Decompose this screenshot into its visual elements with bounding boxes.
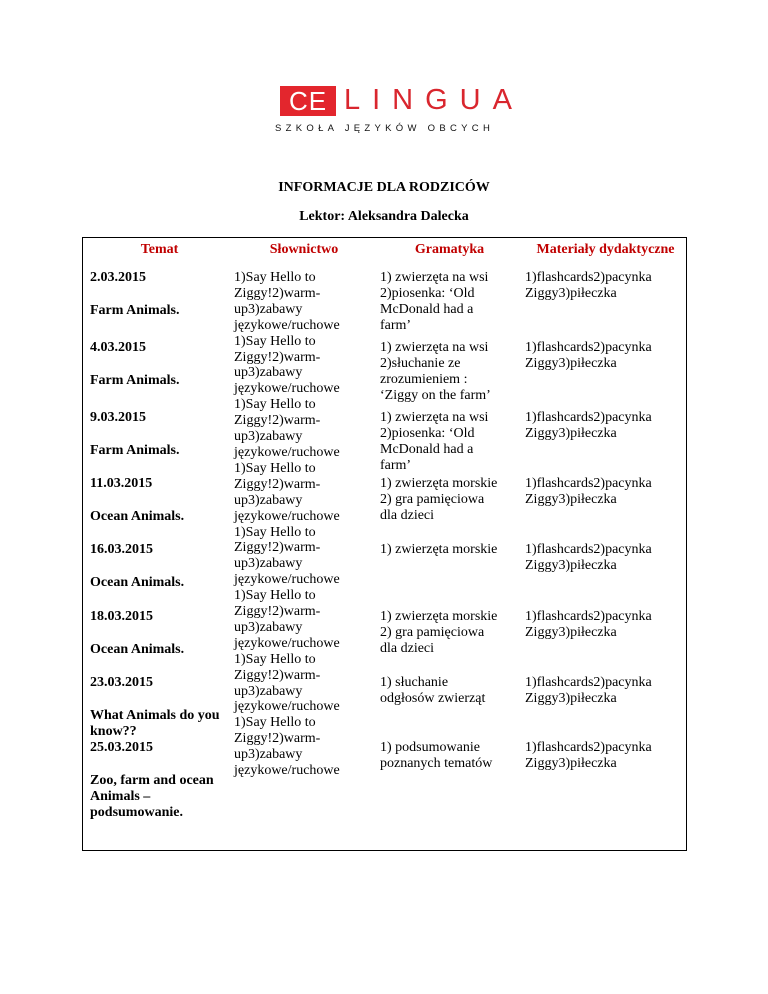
lesson-topic: What Animals do you know?? (90, 707, 220, 739)
logo-ce-box: CE (280, 86, 336, 116)
header-temat: Temat (140, 242, 179, 257)
lesson-date: 23.03.2015 (90, 675, 153, 690)
table-header-row (83, 238, 686, 270)
vocabulary-cell: 1)Say Hello to Ziggy!2)warm- up3)zabawy językowe/ruchowe (234, 270, 340, 333)
schedule-table (82, 237, 687, 851)
grammar-cell: 1) zwierzęta morskie 2) gra pamięciowa dla dzieci (380, 476, 498, 523)
temat-cell (90, 476, 222, 525)
temat-cell (90, 675, 222, 740)
page-title: INFORMACJE DLA RODZICÓW (278, 180, 490, 195)
temat-cell (90, 740, 222, 821)
lesson-date: 25.03.2015 (90, 740, 153, 755)
celingua-logo (272, 80, 524, 140)
lesson-date: 11.03.2015 (90, 476, 153, 491)
gramatyka-column (374, 270, 519, 850)
slownictwo-column (229, 270, 374, 850)
header-gramatyka: Gramatyka (414, 242, 485, 257)
lesson-date: 9.03.2015 (90, 410, 146, 425)
vocabulary-cell: 1)Say Hello to Ziggy!2)warm- up3)zabawy językowe/ruchowe (234, 651, 340, 715)
vocabulary-cell: 1)Say Hello to Ziggy!2)warm- up3)zabawy językowe/ruchowe (234, 524, 340, 588)
materials-cell: 1)flashcards2)pacynka Ziggy3)piłeczka (525, 476, 652, 507)
temat-column (83, 270, 229, 850)
header-materialy: Materiały dydaktyczne (536, 242, 675, 257)
temat-cell (90, 410, 222, 459)
logo-subtitle: SZKOŁA JĘZYKÓW OBCYCH (275, 123, 495, 134)
grammar-cell: 1) podsumowanie poznanych tematów (380, 740, 493, 771)
table-body (83, 270, 686, 850)
lesson-topic: Farm Animals. (90, 442, 180, 458)
lesson-topic: Ocean Animals. (90, 641, 185, 657)
materials-cell: 1)flashcards2)pacynka Ziggy3)piłeczka (525, 270, 652, 301)
vocabulary-cell: 1)Say Hello to Ziggy!2)warm- up3)zabawy językowe/ruchowe (234, 333, 340, 397)
materials-cell: 1)flashcards2)pacynka Ziggy3)piłeczka (525, 542, 652, 573)
lesson-topic: Ocean Animals. (90, 574, 185, 590)
header-slownictwo: Słownictwo (269, 242, 339, 257)
temat-cell (90, 270, 222, 319)
materialy-column (519, 270, 684, 850)
lesson-date: 2.03.2015 (90, 270, 146, 285)
grammar-cell: 1) zwierzęta na wsi 2)piosenka: ‘Old McDonald had a farm’ (380, 410, 489, 473)
lesson-date: 4.03.2015 (90, 340, 146, 355)
materials-cell: 1)flashcards2)pacynka Ziggy3)piłeczka (525, 609, 652, 640)
materials-cell: 1)flashcards2)pacynka Ziggy3)piłeczka (525, 340, 652, 371)
logo-wordmark: LINGUA (344, 84, 524, 116)
vocabulary-cell: 1)Say Hello to Ziggy!2)warm- up3)zabawy językowe/ruchowe (234, 588, 340, 651)
grammar-cell: 1) zwierzęta na wsi 2)piosenka: ‘Old McDonald had a farm’ (380, 270, 489, 333)
materials-cell: 1)flashcards2)pacynka Ziggy3)piłeczka (525, 410, 652, 441)
grammar-cell: 1) zwierzęta morskie 2) gra pamięciowa dla dzieci (380, 609, 498, 656)
temat-cell (90, 542, 222, 591)
lesson-topic: Farm Animals. (90, 372, 180, 388)
temat-cell (90, 609, 222, 658)
lesson-topic: Zoo, farm and ocean Animals – podsumowanie. (90, 772, 214, 820)
grammar-cell: 1) zwierzęta morskie (380, 542, 498, 557)
lesson-topic: Farm Animals. (90, 302, 180, 318)
lesson-date: 16.03.2015 (90, 542, 153, 557)
vocabulary-cell: 1)Say Hello to Ziggy!2)warm- up3)zabawy językowe/ruchowe (234, 397, 340, 460)
grammar-cell: 1) zwierzęta na wsi 2)słuchanie ze zrozumieniem : ‘Ziggy on the farm’ (380, 340, 491, 403)
materials-cell: 1)flashcards2)pacynka Ziggy3)piłeczka (525, 675, 652, 706)
vocabulary-cell: 1)Say Hello to Ziggy!2)warm- up3)zabawy językowe/ruchowe (234, 460, 340, 524)
lesson-topic: Ocean Animals. (90, 508, 185, 524)
grammar-cell: 1) słuchanie odgłosów zwierząt (380, 675, 486, 706)
teacher-line: Lektor: Aleksandra Dalecka (299, 209, 469, 224)
lesson-date: 18.03.2015 (90, 609, 153, 624)
temat-cell (90, 340, 222, 389)
vocabulary-cell: 1)Say Hello to Ziggy!2)warm- up3)zabawy językowe/ruchowe (234, 715, 340, 779)
materials-cell: 1)flashcards2)pacynka Ziggy3)piłeczka (525, 740, 652, 771)
